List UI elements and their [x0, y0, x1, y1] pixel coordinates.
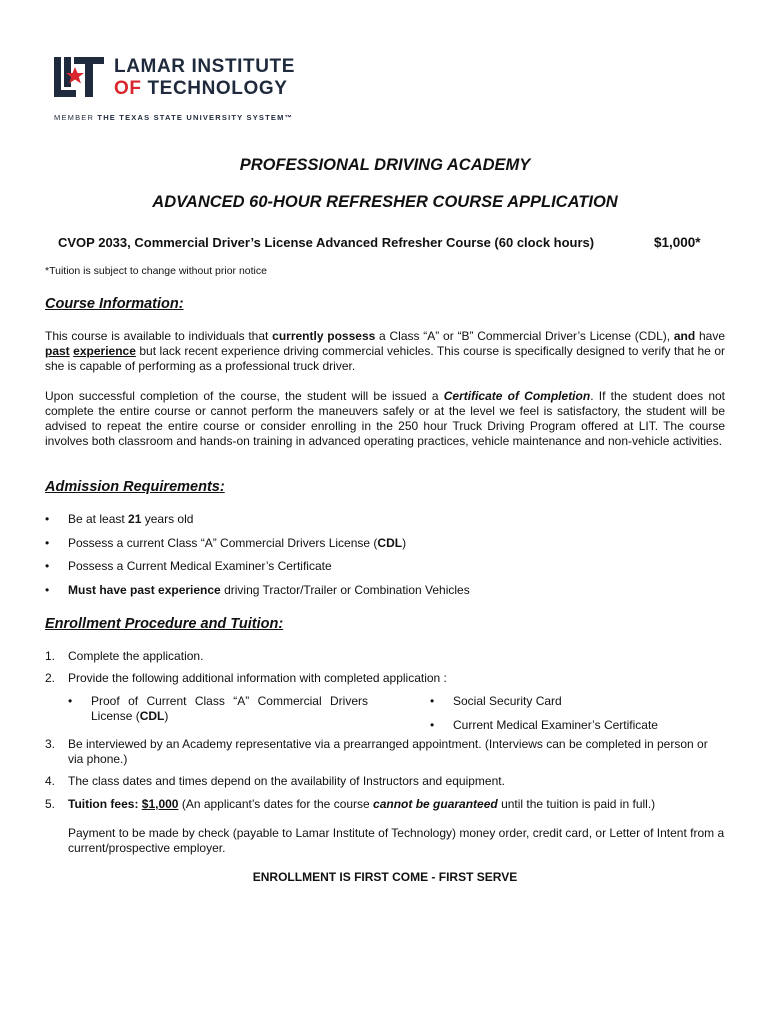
enrollment-step-5: 5. Tuition fees: $1,000 (An applicant’s dates for the course cannot be guaranteed until the tuition is paid in full.) — [45, 797, 656, 811]
required-document-ssn: • Social Security Card — [430, 694, 562, 708]
logo-text-line2 — [114, 78, 288, 100]
tuition-note: *Tuition is subject to change without prior notice — [45, 265, 267, 277]
institution-logo — [54, 55, 314, 125]
logo-text-technology: TECHNOLOGY — [141, 78, 288, 99]
admission-requirements-list — [45, 512, 725, 606]
bullet-icon: • — [45, 512, 50, 526]
course-code-line: CVOP 2033, Commercial Driver’s License Advanced Refresher Course (60 clock hours) — [58, 235, 595, 250]
logo-member-prefix: MEMBER — [54, 113, 98, 122]
required-document-cdl: • Proof of Current Class “A” Commercial Drivers License (CDL) — [68, 694, 368, 723]
enrollment-step-3: 3. Be interviewed by an Academy representative via a prearranged appointment. (Interviews can be completed in person or via phone.) — [45, 737, 708, 766]
bullet-icon: • — [430, 694, 435, 708]
list-item: • Possess a current Class “A” Commercial Drivers License (CDL) — [45, 535, 407, 550]
course-info-paragraph-2: Upon successful completion of the course, the student will be issued a Certificate of Completion. If the student does not complete the entire course or cannot perform the maneuvers safely or at the level we feel is satisfactory, the student will be advised to repeat the entire course or consider enrolling in the 250 hour Truck Driving Program offered at LIT. The course involves both classroom and hands-on training in advanced operating practices, vehicle maintenance and non-vehicle activities. — [45, 389, 725, 448]
logo-text-line1: LAMAR INSTITUTE — [114, 56, 296, 77]
bullet-icon: • — [45, 559, 50, 573]
logo-member-line — [54, 113, 293, 122]
enrollment-step-1: 1. Complete the application. — [45, 649, 204, 663]
document-subtitle: ADVANCED 60-HOUR REFRESHER COURSE APPLICATION — [152, 193, 618, 211]
course-price: $1,000* — [654, 235, 701, 250]
list-item: • Be at least 21 years old — [45, 512, 194, 526]
list-item: • Possess a Current Medical Examiner’s Certificate — [45, 559, 332, 573]
required-document-medical: • Current Medical Examiner’s Certificate — [430, 718, 658, 732]
payment-note: Payment to be made by check (payable to Lamar Institute of Technology) money order, credit card, or Letter of Intent from a current/prospective employer. — [68, 826, 725, 855]
enrollment-step-2: 2. Provide the following additional information with completed application : — [45, 671, 447, 685]
list-item: • Must have past experience driving Tractor/Trailer or Combination Vehicles — [45, 582, 470, 597]
course-information-heading: Course Information: — [45, 296, 184, 312]
lit-logo-mark-icon — [54, 55, 106, 99]
bullet-icon: • — [430, 718, 435, 732]
enrollment-closing-note: ENROLLMENT IS FIRST COME - FIRST SERVE — [252, 870, 518, 884]
enrollment-procedure-heading: Enrollment Procedure and Tuition: — [45, 616, 284, 632]
bullet-icon: • — [68, 694, 73, 708]
bullet-icon: • — [45, 582, 50, 597]
bullet-icon: • — [45, 535, 50, 550]
document-title: PROFESSIONAL DRIVING ACADEMY — [239, 156, 531, 174]
course-info-paragraph-1: This course is available to individuals that currently possess a Class “A” or “B” Commercial Driver’s License (CDL), and have past experience but lack recent experience driving commercial vehicles. This course is specifically designed to verify that he or she is capable of performing as a professional truck driver. — [45, 329, 726, 373]
enrollment-step-4: 4. The class dates and times depend on the availability of Instructors and equipment. — [45, 774, 505, 788]
logo-member-system: THE TEXAS STATE UNIVERSITY SYSTEM™ — [97, 113, 294, 122]
logo-text-of: OF — [114, 78, 142, 99]
admission-requirements-heading: Admission Requirements: — [45, 479, 225, 495]
